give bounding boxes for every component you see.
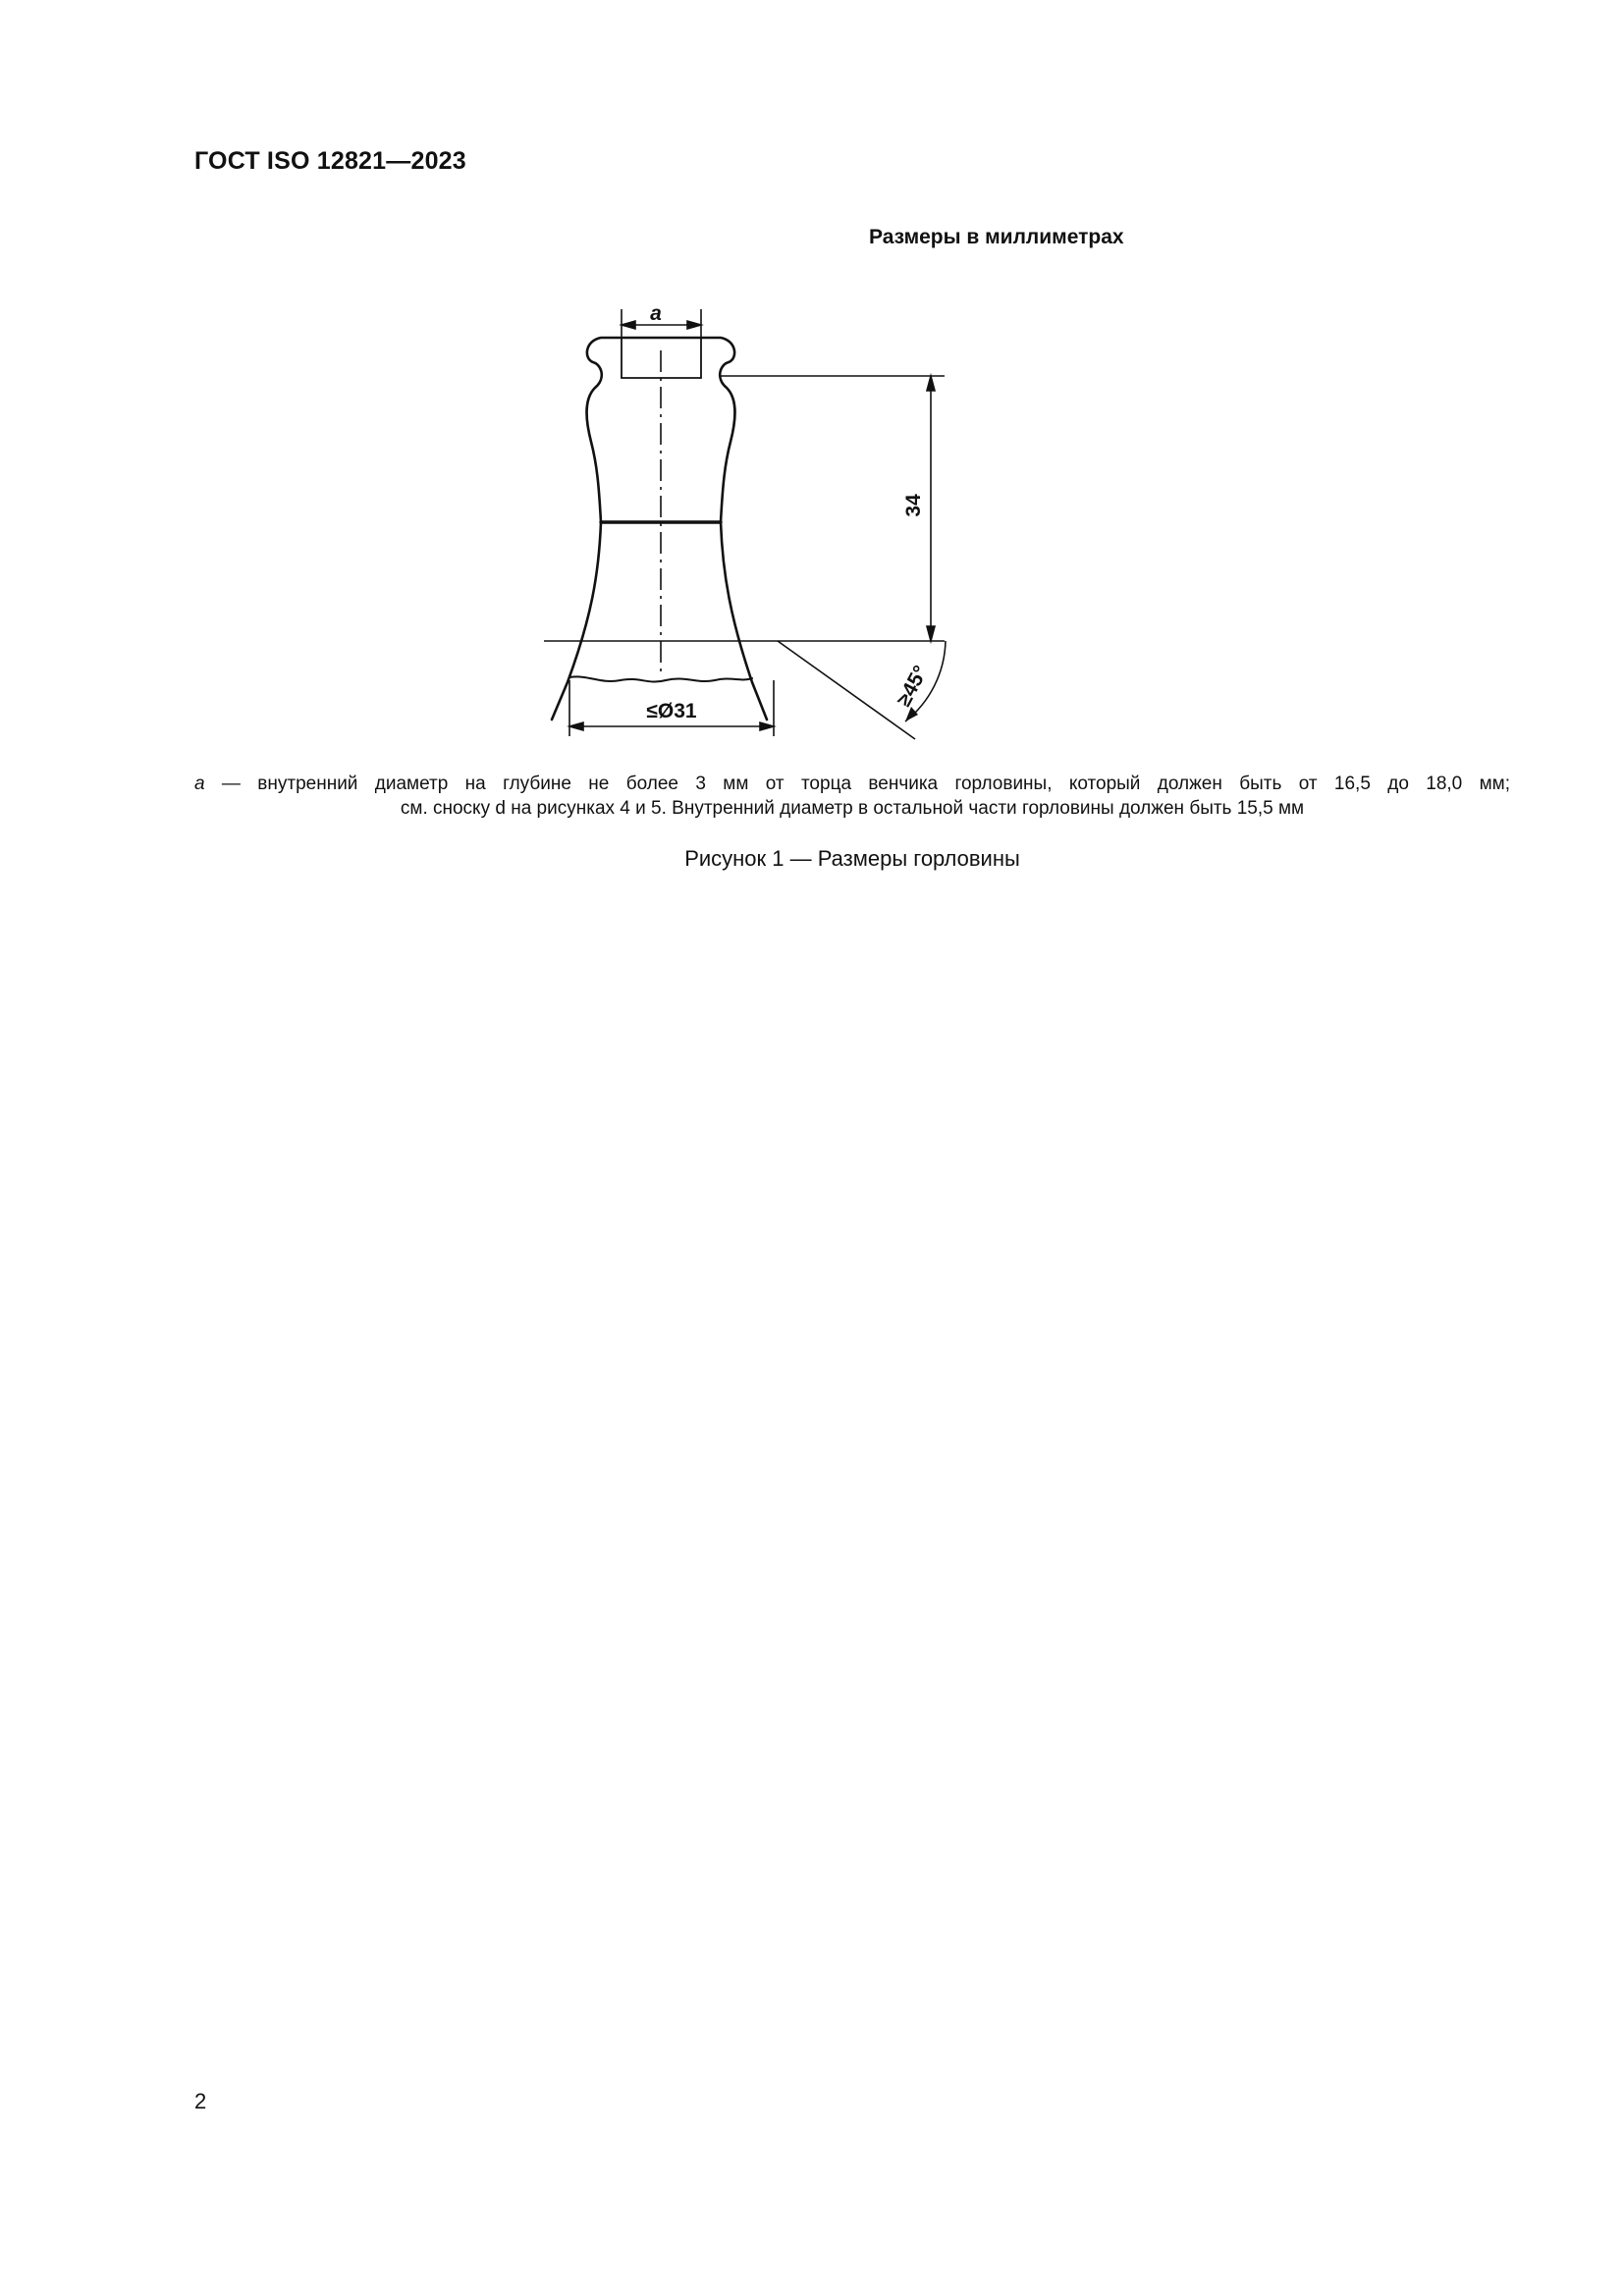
legend-symbol: a xyxy=(194,774,205,794)
dim-label-angle: ≥45° xyxy=(892,662,933,711)
bottle-neck-figure xyxy=(530,290,962,751)
break-line xyxy=(569,676,752,681)
bottle-neck-drawing xyxy=(530,290,962,751)
document-header: ГОСТ ISO 12821—2023 xyxy=(194,147,466,175)
dim-label-diameter: ≤Ø31 xyxy=(646,700,697,722)
legend-line-2: см. сноску d на рисунках 4 и 5. Внутренний диаметр в остальной части горловины должен быть 15,5 мм xyxy=(400,798,1305,819)
neck-lower-right xyxy=(721,522,767,720)
page-number: 2 xyxy=(194,2089,207,2113)
legend-line-1 xyxy=(194,772,1510,796)
units-note: Размеры в миллиметрах xyxy=(869,226,1124,248)
legend-text-1: — внутренний диаметр на глубине не более 3 мм от торца венчика горловины, который должен быть от 16,5 до 18,0 мм; xyxy=(204,774,1510,794)
figure-legend xyxy=(194,772,1510,821)
neck-lower-left xyxy=(552,522,601,720)
dim-label-34: 34 xyxy=(902,494,925,517)
dim-label-a: a xyxy=(650,302,662,325)
figure-caption: Рисунок 1 — Размеры горловины xyxy=(684,846,1020,871)
